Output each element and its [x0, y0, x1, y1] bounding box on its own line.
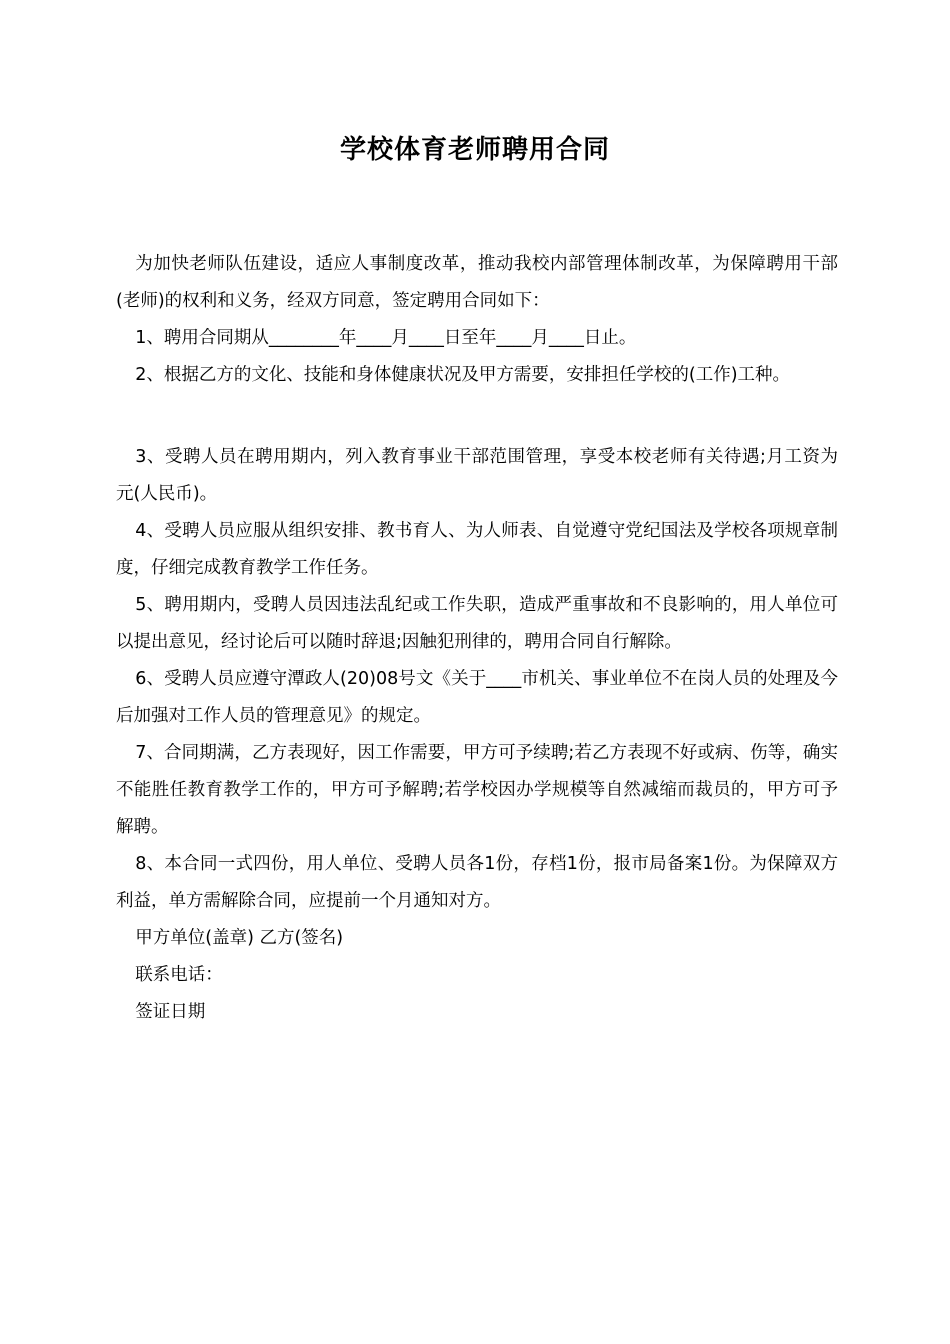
document-title: 学校体育老师聘用合同 [339, 135, 610, 165]
signature-phone: 联系电话： [135, 965, 223, 985]
contract-body [116, 246, 838, 1031]
clause-4: 4、受聘人员应服从组织安排、教书育人、为人师表、自觉遵守党纪国法及学校各项规章制度，仔细完成教育教学工作任务。 [116, 521, 838, 578]
intro-paragraph: 为加快老师队伍建设，适应人事制度改革，推动我校内部管理体制改革，为保障聘用干部(老师)的权利和义务，经双方同意，签定聘用合同如下： [116, 254, 838, 311]
clause-8: 8、本合同一式四份，用人单位、受聘人员各1份，存档1份，报市局备案1份。为保障双方利益，单方需解除合同，应提前一个月通知对方。 [116, 854, 838, 911]
clause-7: 7、合同期满，乙方表现好，因工作需要，甲方可予续聘;若乙方表现不好或病、伤等，确实不能胜任教育教学工作的，甲方可予解聘;若学校因办学规模等自然减缩而裁员的，甲方可予解聘。 [116, 743, 838, 837]
signature-date: 签证日期 [135, 1002, 206, 1022]
signature-parties: 甲方单位(盖章) 乙方(签名) [135, 928, 344, 948]
paragraph-gap [116, 394, 838, 439]
clause-2: 2、根据乙方的文化、技能和身体健康状况及甲方需要，安排担任学校的(工作)工种。 [135, 365, 791, 385]
clause-5: 5、聘用期内，受聘人员因违法乱纪或工作失职，造成严重事故和不良影响的，用人单位可以提出意见，经讨论后可以随时辞退;因触犯刑律的，聘用合同自行解除。 [116, 595, 838, 652]
clause-6: 6、受聘人员应遵守潭政人(20)08号文《关于____市机关、事业单位不在岗人员的处理及今后加强对工作人员的管理意见》的规定。 [116, 669, 838, 726]
clause-1: 1、聘用合同期从________年____月____日至年____月____日止。 [135, 328, 637, 348]
clause-3: 3、受聘人员在聘用期内，列入教育事业干部范围管理，享受本校老师有关待遇;月工资为 元(人民币)。 [116, 447, 838, 504]
